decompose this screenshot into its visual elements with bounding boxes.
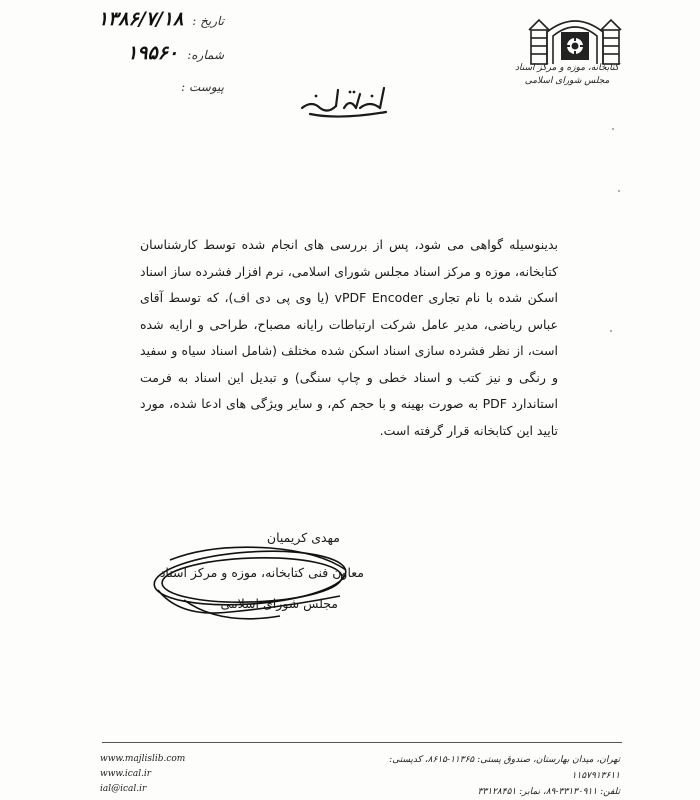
organization-line: کتابخانه، موزه و مرکز اسناد	[515, 63, 619, 73]
footer-contacts	[100, 752, 185, 797]
number-row	[127, 42, 224, 64]
letter-body-text: بدینوسیله گواهی می شود، پس از بررسی های انجام شده توسط کارشناسان کتابخانه، موزه و مرکز اسناد مجلس شورای اسلامی، نرم افزار فشرده ساز اسناد اسکن شده با نام تجاری vPDF Encoder (یا وی پی دی اف)، که توسط آقای عباس ریاضی، مدیر عامل شرکت ارتباطات رایانه مصباح، طراحی و ارایه شده است، از نظر فشرده سازی اسناد اسکن شده مختلف (شامل اسناد سیاه و سفید و رنگی و نیز کتب و اسناد خطی و چاپ سنگی) و تبدیل این اسناد به فرمت استاندارد PDF به صورت بهینه و با حجم کم، و سایر ویژگی های ادعا شده، مورد تایید این کتابخانه قرار گرفته است.	[140, 237, 558, 438]
scan-speck	[612, 128, 614, 130]
website-link[interactable]: www.ical.ir	[100, 769, 152, 779]
letter-body	[140, 232, 558, 444]
organization-line: مجلس شورای اسلامی	[524, 76, 610, 86]
footer-divider	[102, 742, 622, 743]
scan-speck	[618, 190, 620, 192]
signatory-name: مهدی کریمیان	[266, 530, 340, 545]
date-label: تاریخ :	[192, 14, 224, 28]
organization-name	[512, 62, 622, 88]
attachment-row	[181, 76, 224, 95]
signature-block	[150, 530, 400, 640]
date-row	[98, 8, 224, 30]
email-link[interactable]: ial@ical.ir	[100, 784, 147, 794]
scan-speck	[610, 330, 612, 332]
signatory-title: معاون فنی کتابخانه، موزه و مرکز اسناد	[159, 565, 364, 580]
signature-scribble-icon	[150, 530, 400, 640]
website-link[interactable]: www.majlislib.com	[100, 754, 186, 764]
signatory-organization: مجلس شورای اسلامی	[220, 596, 338, 611]
attachment-label: پیوست :	[181, 80, 224, 94]
number-value: ۱۹۵۶۰	[127, 42, 179, 64]
address-line: تهران، میدان بهارستان، صندوق پستی: ۱۱۳۶۵-۸۶۱۵، کدپستی: ۱۱۵۷۹۱۳۶۱۱	[389, 755, 620, 781]
letter-meta	[74, 6, 224, 101]
footer-address	[380, 752, 620, 800]
calligraphy-heading	[290, 80, 400, 120]
library-logo-icon	[525, 8, 625, 68]
number-label: شماره:	[187, 48, 224, 62]
calligraphy-image	[290, 80, 400, 120]
date-value: ۱۳۸۶/۷/۱۸	[97, 8, 184, 30]
phone-line: تلفن: ۳۳۱۳۰۹۱۱-۸۹، نمابر: ۳۳۱۲۸۴۵۱	[477, 787, 620, 797]
